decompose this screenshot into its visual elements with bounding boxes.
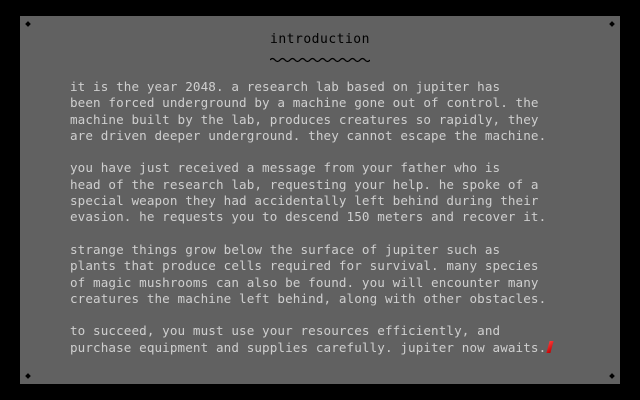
story-paragraph-text: to succeed, you must use your resources efficiently, and purchase equipment and supplies carefully. jupiter now awaits.	[70, 323, 547, 355]
story-paragraph: you have just received a message from your father who is head of the research lab, requesting your help. he spoke of a special weapon they had accidentally left behind during their evasion. he requests you to descend 150 meters and recover it.	[70, 160, 547, 225]
intro-panel	[20, 16, 620, 384]
story-paragraph: it is the year 2048. a research lab based on jupiter has been forced underground by a machine gone out of control. the machine built by the lab, produces creatures so rapidly, they are driven deeper underground. they cannot escape the machine.	[70, 79, 547, 143]
text-cursor-icon	[547, 341, 554, 353]
story-paragraph: strange things grow below the surface of jupiter such as plants that produce cells required for survival. many species of magic mushrooms can also be found. you will encounter many creatures the machine left behind, along with other obstacles.	[70, 241, 547, 306]
story-paragraph	[70, 323, 590, 356]
corner-rivet-icon	[25, 21, 31, 27]
page-title: introduction	[270, 32, 370, 47]
story-text	[70, 79, 590, 372]
corner-rivet-icon	[609, 373, 615, 379]
corner-rivet-icon	[609, 21, 615, 27]
corner-rivet-icon	[25, 373, 31, 379]
title-wavy-underline	[20, 50, 620, 68]
